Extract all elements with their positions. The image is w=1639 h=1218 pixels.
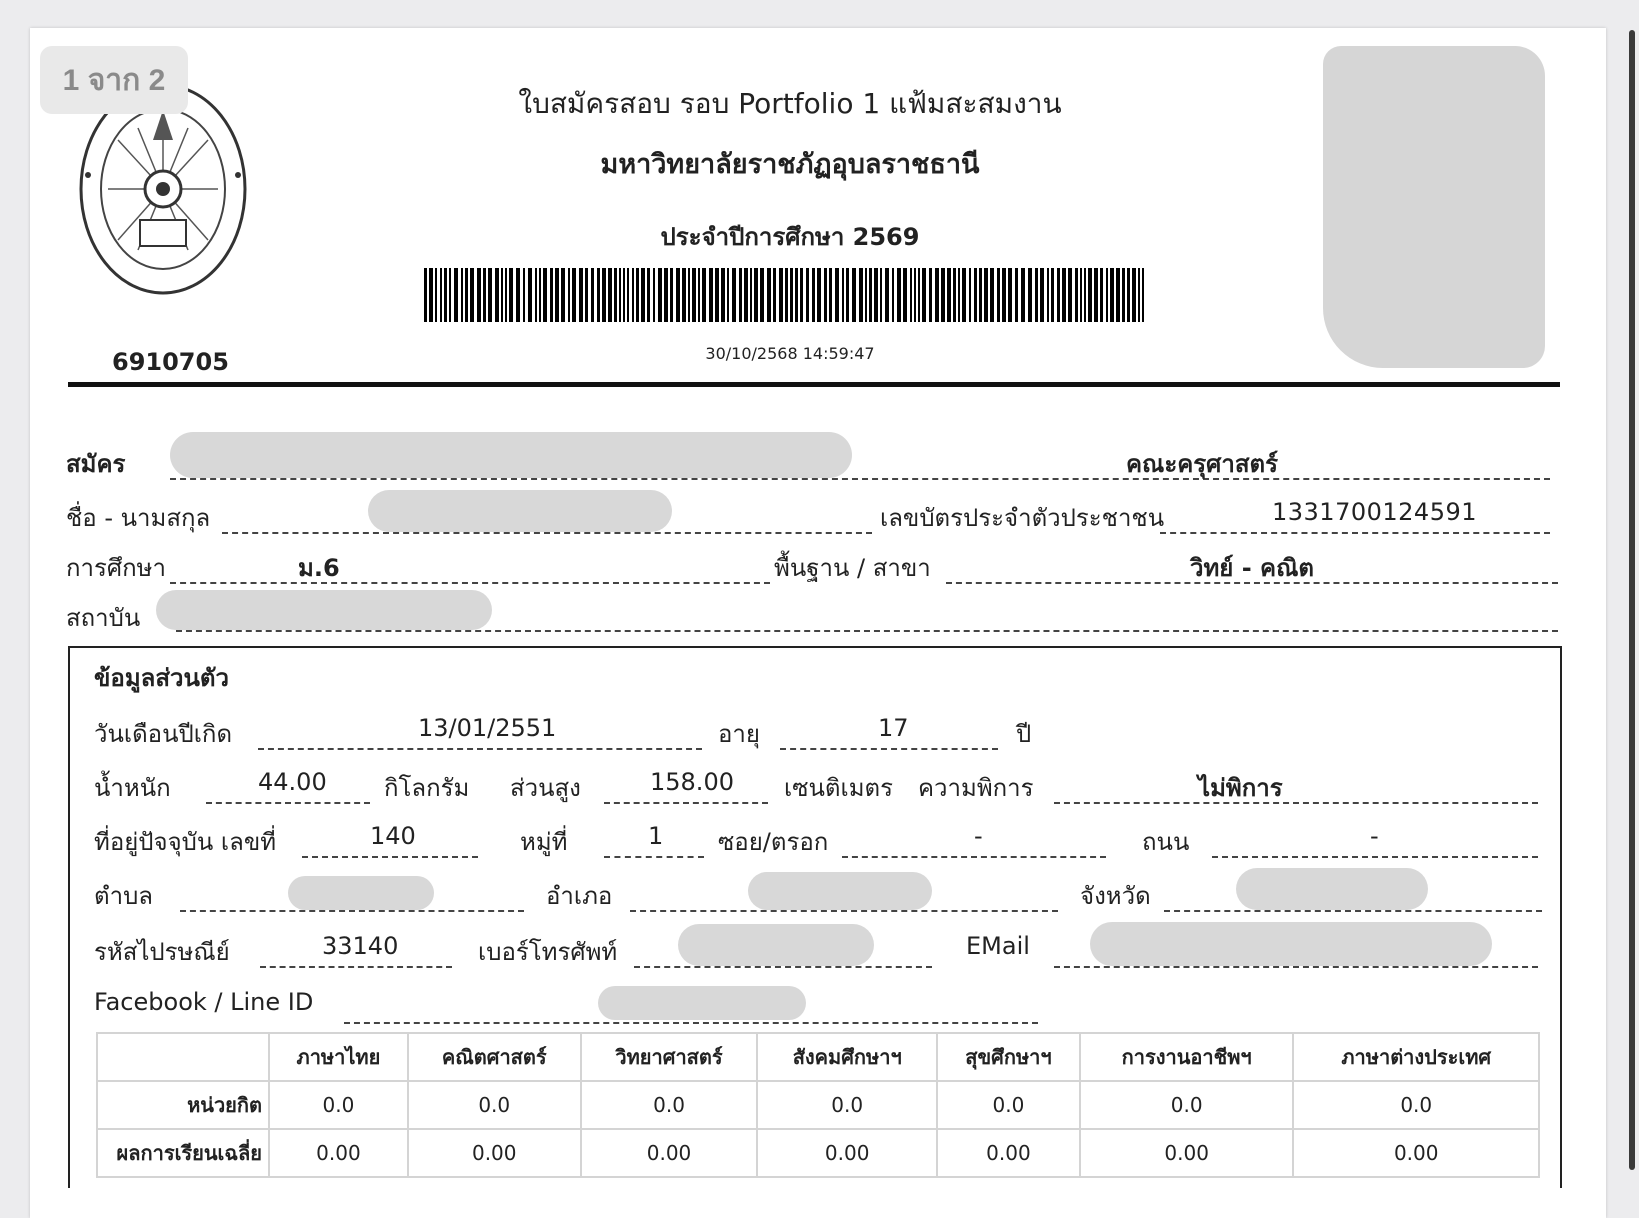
grades-cell: 0.00 (581, 1129, 758, 1177)
barcode-bar (440, 268, 442, 322)
soi-value: - (974, 822, 983, 850)
school-line (176, 630, 1558, 632)
id-line (1160, 532, 1550, 534)
disability-value: ไม่พิการ (1198, 774, 1283, 802)
barcode-bar (505, 268, 507, 322)
barcode-bar (935, 268, 939, 322)
redacted-social (598, 986, 806, 1020)
barcode-bar (812, 268, 815, 322)
barcode-bar (1132, 268, 1136, 322)
weight-label: น้ำหนัก (94, 774, 171, 802)
disability-label: ความพิการ (918, 774, 1034, 802)
barcode-bar (623, 268, 625, 322)
barcode-bar (597, 268, 600, 322)
grades-cell: 0.0 (581, 1081, 758, 1129)
table-row (97, 1081, 1539, 1129)
barcode-bar (509, 268, 513, 322)
barcode-bar (947, 268, 951, 322)
barcode-bar (1084, 268, 1086, 322)
grades-cell: 0.00 (408, 1129, 581, 1177)
barcode-bar (1088, 268, 1092, 322)
header-divider (68, 382, 1560, 387)
barcode-bar (470, 268, 474, 322)
form-title: ใบสมัครสอบ รอบ Portfolio 1 แฟ้มสะสมงาน (518, 87, 1062, 120)
barcode-bar (852, 268, 856, 322)
barcode-bar (591, 268, 594, 322)
grades-cell: 0.00 (1080, 1129, 1294, 1177)
redacted-school (156, 590, 492, 630)
barcode-bar (806, 268, 809, 322)
barcode-bar (721, 268, 725, 322)
education-value: ม.6 (298, 554, 340, 582)
barcode-bar (698, 268, 700, 322)
barcode-bar (795, 268, 798, 322)
grades-subject-header: ภาษาไทย (269, 1033, 408, 1081)
grades-header-row (97, 1033, 1539, 1081)
barcode-bar (435, 268, 437, 322)
barcode-bar (1051, 268, 1054, 322)
social-line (344, 1022, 1038, 1024)
barcode-bar (539, 268, 541, 322)
barcode-bar (953, 268, 956, 322)
name-line (222, 532, 872, 534)
grades-row-label: หน่วยกิต (97, 1081, 269, 1129)
grades-row-label: ผลการเรียนเฉลี่ย (97, 1129, 269, 1177)
grades-subject-header: วิทยาศาสตร์ (581, 1033, 758, 1081)
amphoe-line (630, 910, 1058, 912)
barcode-bar (424, 268, 427, 322)
grades-cell: 0.00 (1293, 1129, 1539, 1177)
grades-subject-header: ภาษาต่างประเทศ (1293, 1033, 1539, 1081)
barcode-bar (824, 268, 827, 322)
barcode-bar (608, 268, 612, 322)
barcode-bar (732, 268, 736, 322)
house-no-line (302, 856, 478, 858)
barcode-bar (709, 268, 713, 322)
barcode-bar (561, 268, 565, 322)
barcode-bar (688, 268, 690, 322)
barcode-bar (602, 268, 606, 322)
barcode-bar (1122, 268, 1125, 322)
barcode-bar (910, 268, 912, 322)
barcode-bar (670, 268, 673, 322)
barcode-bar (1116, 268, 1120, 322)
grades-cell: 0.0 (408, 1081, 581, 1129)
weight-value: 44.00 (258, 768, 327, 796)
redacted-name (368, 490, 672, 532)
barcode-bar (1002, 268, 1006, 322)
barcode-bar (454, 268, 458, 322)
barcode-bar (585, 268, 588, 322)
academic-year: ประจำปีการศึกษา 2569 (660, 223, 920, 251)
province-label: จังหวัด (1080, 882, 1151, 910)
age-line (780, 748, 998, 750)
barcode-bar (1040, 268, 1044, 322)
education-line (170, 582, 770, 584)
barcode-bar (962, 268, 966, 322)
grades-cell: 0.00 (269, 1129, 408, 1177)
barcode-bar (885, 268, 889, 322)
barcode-bar (429, 268, 433, 322)
postal-label: รหัสไปรษณีย์ (94, 938, 230, 966)
barcode-bar (465, 268, 468, 322)
grades-cell: 0.0 (269, 1081, 408, 1129)
grades-subject-header: การงานอาชีพฯ (1080, 1033, 1294, 1081)
grades-corner-cell (97, 1033, 269, 1081)
barcode-bar (880, 268, 882, 322)
barcode-bar (767, 268, 771, 322)
barcode-bar (984, 268, 988, 322)
redacted-phone (678, 924, 874, 966)
university-name: มหาวิทยาลัยราชภัฏอุบลราชธานี (600, 149, 980, 180)
barcode-bar (682, 268, 686, 322)
barcode-bar (1062, 268, 1066, 322)
barcode-bar (892, 268, 894, 322)
barcode-bar (543, 268, 547, 322)
faculty-value: คณะครุศาสตร์ (1126, 450, 1278, 478)
barcode-bar (550, 268, 553, 322)
barcode-bar (914, 268, 916, 322)
redacted-province (1236, 868, 1428, 910)
barcode-bar (1047, 268, 1049, 322)
road-label: ถนน (1142, 828, 1190, 856)
barcode-bar (715, 268, 719, 322)
barcode-bar (817, 268, 821, 322)
barcode-bar (483, 268, 486, 322)
barcode-bar (865, 268, 867, 322)
road-line (1212, 856, 1538, 858)
dob-line (258, 748, 702, 750)
barcode-bar (676, 268, 680, 322)
redacted-program (170, 432, 852, 478)
soi-line (842, 856, 1106, 858)
barcode-bar (997, 268, 1000, 322)
apply-line (170, 478, 1550, 480)
barcode-bar (990, 268, 994, 322)
barcode-bar (773, 268, 776, 322)
barcode-bar (869, 268, 872, 322)
barcode-bar (495, 268, 499, 322)
page-indicator: 1 จาก 2 (40, 46, 188, 114)
barcode-bar (501, 268, 503, 322)
barcode-bar (785, 268, 788, 322)
education-label: การศึกษา (66, 554, 166, 582)
major-value: วิทย์ - คณิต (1190, 554, 1314, 582)
postal-value: 33140 (322, 932, 399, 960)
barcode-bar (1110, 268, 1114, 322)
barcode-bar (874, 268, 878, 322)
house-no-value: 140 (370, 822, 416, 850)
id-label: เลขบัตรประจำตัวประชาชน (880, 504, 1165, 532)
barcode-bar (760, 268, 764, 322)
barcode-bar (846, 268, 849, 322)
barcode-bar (477, 268, 481, 322)
barcode-bar (779, 268, 783, 322)
barcode-bar (744, 268, 748, 322)
school-label: สถาบัน (66, 604, 141, 632)
barcode-bar (897, 268, 901, 322)
barcode-bar (969, 268, 971, 322)
id-value: 1331700124591 (1272, 498, 1478, 526)
barcode-bar (1015, 268, 1018, 322)
grades-cell: 0.0 (1293, 1081, 1539, 1129)
weight-unit: กิโลกรัม (384, 774, 470, 802)
province-line (1164, 910, 1542, 912)
barcode-bar (641, 268, 645, 322)
barcode-bar (664, 268, 668, 322)
barcode-bar (727, 268, 729, 322)
barcode-bar (790, 268, 793, 322)
barcode-bar (1075, 268, 1078, 322)
name-label: ชื่อ - นามสกุล (66, 504, 211, 532)
tambon-line (180, 910, 524, 912)
disability-line (1054, 802, 1538, 804)
amphoe-label: อำเภอ (546, 882, 613, 910)
barcode-bar (1008, 268, 1012, 322)
email-line (1054, 966, 1538, 968)
barcode-bar (1035, 268, 1038, 322)
barcode-bar (929, 268, 932, 322)
table-row (97, 1129, 1539, 1177)
height-label: ส่วนสูง (510, 774, 581, 802)
postal-line (260, 966, 452, 968)
barcode-bar (488, 268, 492, 322)
barcode-bar (842, 268, 844, 322)
barcode-bar (739, 268, 742, 322)
barcode-bar (619, 268, 621, 322)
moo-value: 1 (648, 822, 664, 850)
moo-line (604, 856, 704, 858)
barcode-bar (829, 268, 832, 322)
barcode-bar (1100, 268, 1103, 322)
barcode-bar (449, 268, 451, 322)
barcode-bar (1057, 268, 1060, 322)
dob-label: วันเดือนปีเกิด (94, 720, 233, 748)
barcode-bar (702, 268, 706, 322)
barcode-bar (523, 268, 525, 322)
barcode-bar (632, 268, 634, 322)
grades-cell: 0.0 (937, 1081, 1080, 1129)
tambon-label: ตำบล (94, 882, 154, 910)
redacted-amphoe (748, 872, 932, 910)
barcode-bar (444, 268, 447, 322)
soi-label: ซอย/ตรอก (718, 828, 829, 856)
barcode-bar (1080, 268, 1082, 322)
redacted-email (1090, 922, 1492, 966)
grades-cell: 0.00 (937, 1129, 1080, 1177)
barcode-bar (1068, 268, 1072, 322)
barcode-bar (568, 268, 570, 322)
barcode-bar (754, 268, 758, 322)
height-value: 158.00 (650, 768, 734, 796)
barcode-bar (516, 268, 520, 322)
barcode-bar (1106, 268, 1108, 322)
barcode-bar (579, 268, 583, 322)
redacted-tambon (288, 876, 434, 910)
grades-subject-header: สุขศึกษาฯ (937, 1033, 1080, 1081)
barcode-bar (614, 268, 617, 322)
barcode-bar (555, 268, 559, 322)
applicant-number: 6910705 (112, 348, 229, 376)
barcode-bar (800, 268, 803, 322)
barcode-bar (1028, 268, 1032, 322)
barcode-bar (658, 268, 662, 322)
height-unit: เซนติเมตร (784, 774, 893, 802)
barcode-bar (461, 268, 463, 322)
barcode-bar (958, 268, 960, 322)
phone-label: เบอร์โทรศัพท์ (478, 938, 618, 966)
grades-table (96, 1032, 1540, 1178)
road-value: - (1370, 822, 1379, 850)
grades-subject-header: สังคมศึกษาฯ (757, 1033, 937, 1081)
dob-value: 13/01/2551 (418, 714, 557, 742)
barcode-bar (528, 268, 532, 322)
height-line (604, 802, 768, 804)
barcode-bar (627, 268, 629, 322)
print-timestamp: 30/10/2568 14:59:47 (705, 344, 875, 363)
barcode-bar (535, 268, 537, 322)
barcode-bar (647, 268, 650, 322)
barcode-bar (859, 268, 863, 322)
barcode-bar (1021, 268, 1025, 322)
barcode-bar (941, 268, 945, 322)
barcode-bar (979, 268, 982, 322)
social-label: Facebook / Line ID (94, 988, 314, 1016)
grades-subject-header: คณิตศาสตร์ (408, 1033, 581, 1081)
age-value: 17 (878, 714, 909, 742)
age-label: อายุ (718, 720, 760, 748)
address-label: ที่อยู่ปัจจุบัน เลขที่ (94, 828, 277, 856)
grades-cell: 0.0 (1080, 1081, 1294, 1129)
barcode-bar (922, 268, 926, 322)
grades-cell: 0.00 (757, 1129, 937, 1177)
applicant-photo-redacted (1323, 46, 1545, 368)
barcode-bar (903, 268, 907, 322)
barcode-bar (835, 268, 839, 322)
scrollbar[interactable] (1629, 30, 1635, 1170)
barcode-bar (1142, 268, 1144, 322)
grades-cell: 0.0 (757, 1081, 937, 1129)
barcode-bar (1094, 268, 1098, 322)
age-unit: ปี (1016, 720, 1032, 748)
barcode-bar (1127, 268, 1130, 322)
apply-label: สมัคร (66, 450, 126, 478)
phone-line (634, 966, 932, 968)
barcode (424, 268, 1148, 322)
barcode-bar (1138, 268, 1140, 322)
major-label: พื้นฐาน / สาขา (774, 554, 931, 582)
moo-label: หมู่ที่ (520, 828, 568, 856)
email-label: EMail (966, 932, 1030, 960)
barcode-bar (750, 268, 752, 322)
barcode-bar (918, 268, 920, 322)
barcode-bar (572, 268, 576, 322)
personal-section-title: ข้อมูลส่วนตัว (94, 664, 229, 692)
barcode-bar (692, 268, 696, 322)
barcode-bar (974, 268, 977, 322)
weight-line (206, 802, 370, 804)
barcode-bar (636, 268, 639, 322)
barcode-bar (653, 268, 655, 322)
